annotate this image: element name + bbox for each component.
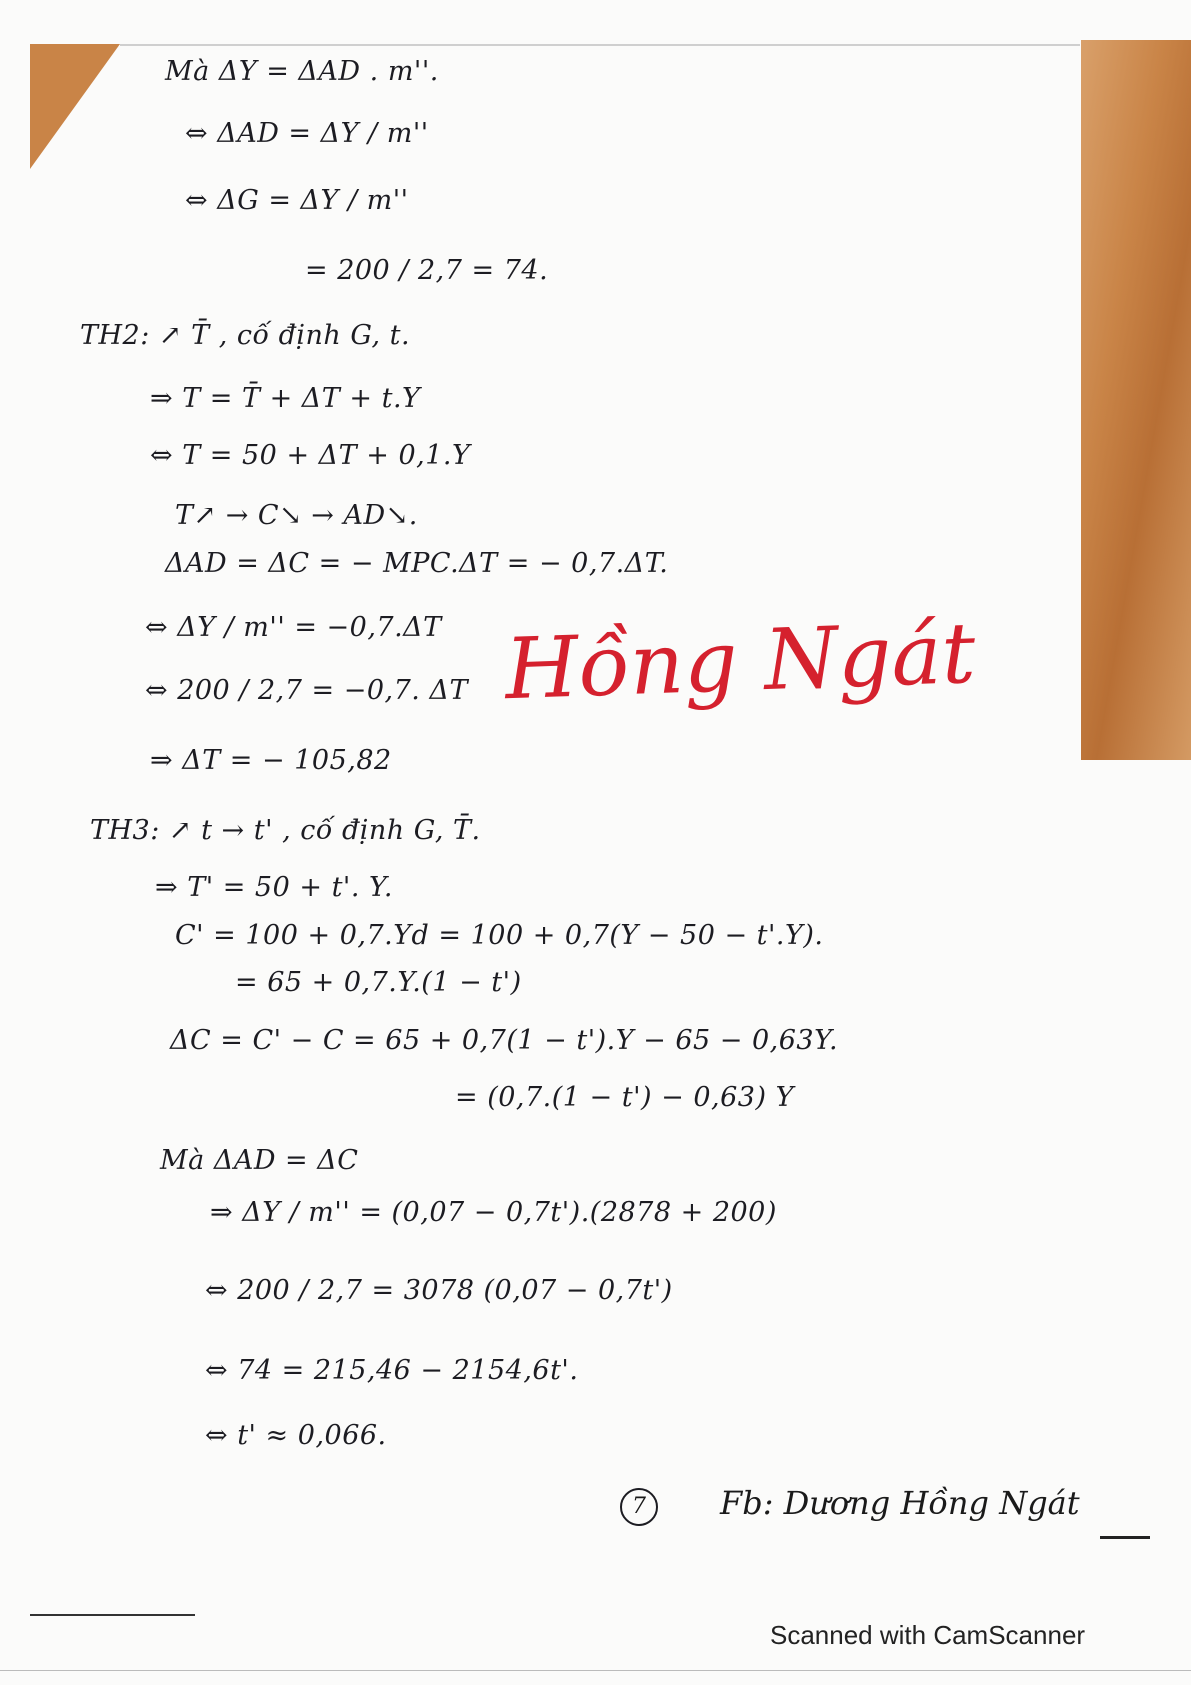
equation-line: ⇔ T = 50 + ΔT + 0,1.Y (150, 440, 471, 471)
equation-line: ⇔ t' ≈ 0,066. (205, 1420, 387, 1451)
equation-line: Mà ΔAD = ΔC (160, 1145, 359, 1176)
equation-line: ΔC = C' − C = 65 + 0,7(1 − t').Y − 65 − 0,63Y. (170, 1025, 839, 1056)
page-number: 7 (620, 1488, 658, 1526)
equation-line: ⇔ 200 / 2,7 = 3078 (0,07 − 0,7t') (205, 1275, 673, 1306)
equation-line: ΔAD = ΔC = − MPC.ΔT = − 0,7.ΔT. (165, 548, 669, 579)
author-credit: Fb: Dương Hồng Ngát (720, 1484, 1080, 1522)
table-corner (30, 44, 120, 169)
equation-line: = 65 + 0,7.Y.(1 − t') (235, 967, 522, 998)
equation-line: ⇔ 200 / 2,7 = −0,7. ΔT (145, 675, 468, 706)
equation-line: ⇔ ΔY / m'' = −0,7.ΔT (145, 612, 442, 643)
equation-line: ⇒ ΔT = − 105,82 (150, 745, 392, 776)
equation-line: ⇔ ΔAD = ΔY / m'' (185, 118, 429, 149)
equation-line: Mà ΔY = ΔAD . m''. (165, 56, 439, 87)
equation-line: ⇒ T = T̄ + ΔT + t.Y (150, 383, 421, 414)
footer-rule (30, 1614, 195, 1616)
paper-top-edge (120, 44, 1080, 46)
equation-line: ⇔ ΔG = ΔY / m'' (185, 185, 409, 216)
equation-line: ⇒ ΔY / m'' = (0,07 − 0,7t').(2878 + 200) (210, 1197, 777, 1228)
case-heading: TH3: ↗ t → t' , cố định G, T̄. (90, 815, 481, 846)
equation-line: ⇒ T' = 50 + t'. Y. (155, 872, 393, 903)
equation-line: C' = 100 + 0,7.Yd = 100 + 0,7(Y − 50 − t'.Y). (175, 920, 824, 951)
case-heading: TH2: ↗ T̄ , cố định G, t. (80, 320, 411, 351)
wooden-table-background (1081, 40, 1191, 760)
red-signature: Hồng Ngát (503, 603, 977, 719)
equation-line: = 200 / 2,7 = 74. (305, 255, 549, 286)
equation-line: T↗ → C↘ → AD↘. (175, 500, 418, 531)
camscanner-footer: Scanned with CamScanner (770, 1620, 1086, 1650)
equation-line: = (0,7.(1 − t') − 0,63) Y (455, 1082, 794, 1113)
equation-line: ⇔ 74 = 215,46 − 2154,6t'. (205, 1355, 579, 1386)
credit-underline (1100, 1536, 1150, 1539)
bottom-border (0, 1670, 1191, 1671)
